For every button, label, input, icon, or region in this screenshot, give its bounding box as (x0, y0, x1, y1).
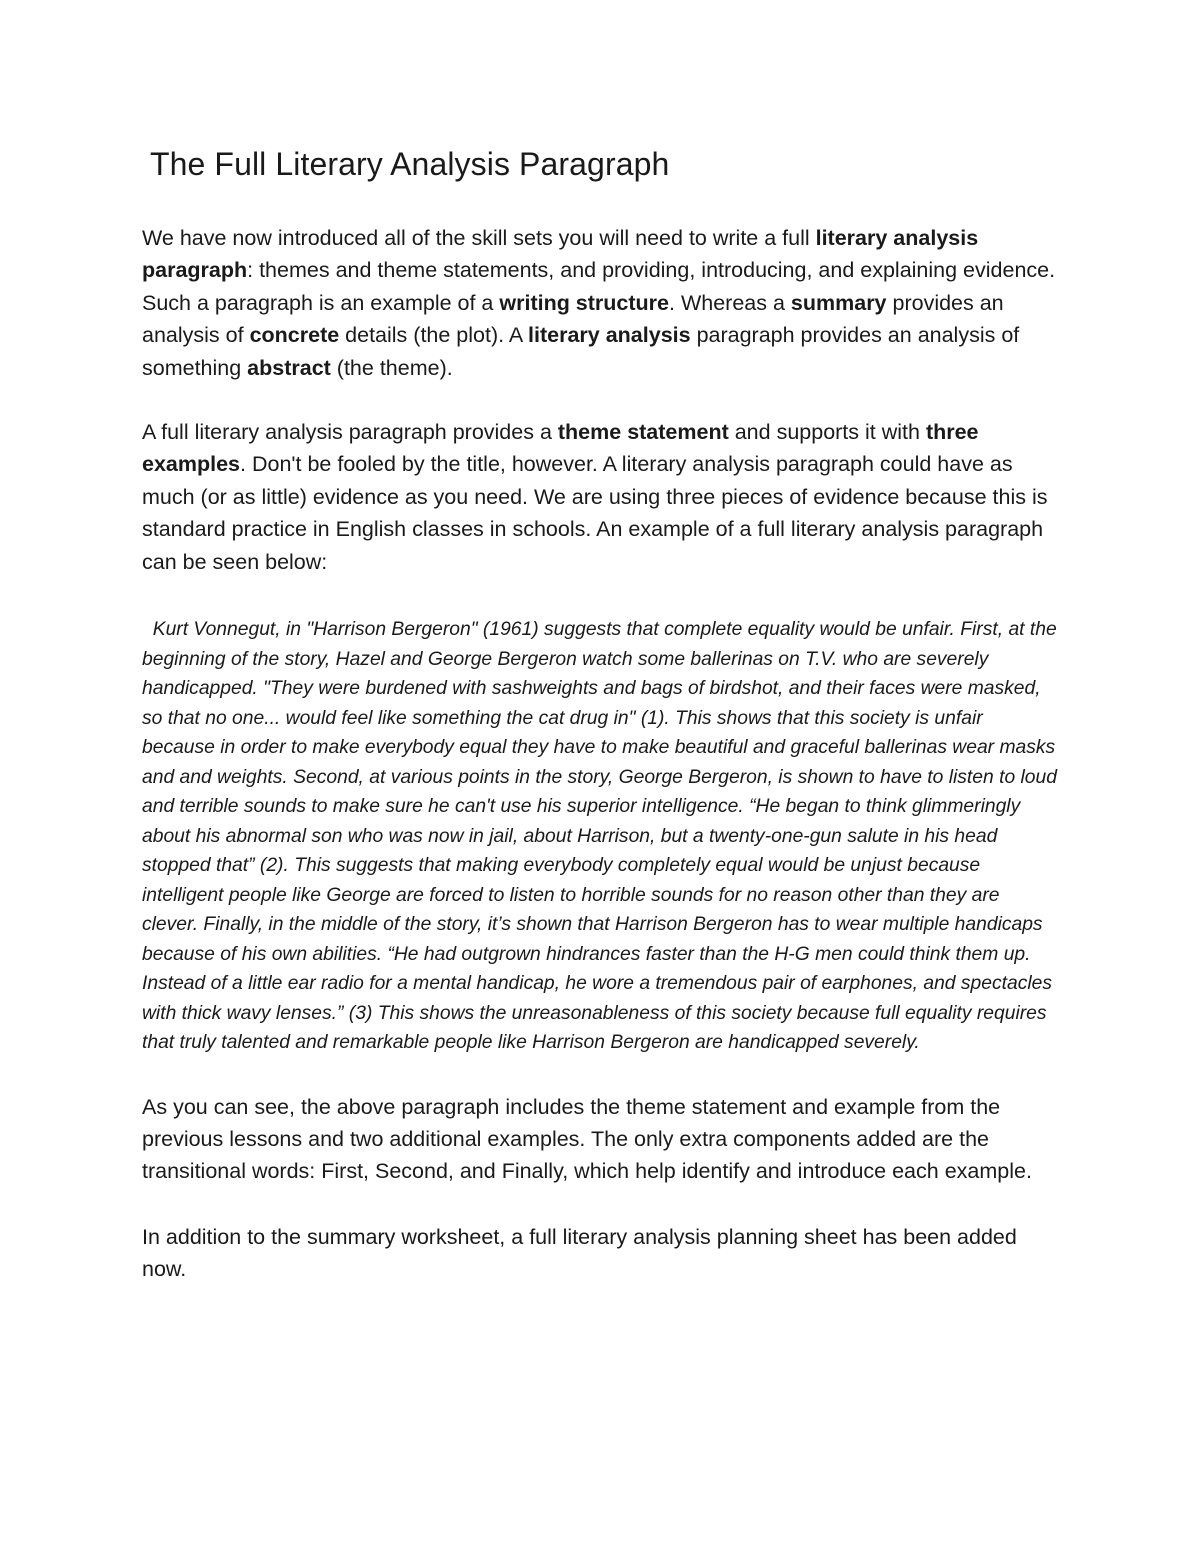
intro-paragraph: We have now introduced all of the skill sets you will need to write a full literary analysis paragraph: themes and theme statements, and providing, introducing, and explaining evidence. Such a paragraph is an example of a writing structure. Whereas a summary provides an analysis of concrete details (the plot). A literary analysis paragraph provides an analysis of something abstract (the theme). (142, 226, 1056, 380)
explanation-paragraph: As you can see, the above paragraph includes the theme statement and example from the previous lessons and two additional examples. The only extra components added are the transitional words: First, Second, and Finally, which help identify and introduce each example. (142, 1094, 1032, 1184)
term-abstract: abstract (247, 355, 331, 380)
term-three-examples: three examples (142, 420, 979, 477)
term-theme-statement: theme statement (557, 420, 729, 445)
term-literary-analysis-paragraph: literary analysis paragraph (142, 226, 979, 283)
term-summary: summary (790, 290, 887, 315)
term-concrete: concrete (249, 323, 340, 348)
document-page (142, 142, 1060, 1286)
example-paragraph: Kurt Vonnegut, in "Harrison Bergeron" (1961) suggests that complete equality would be unfair. First, at the beginning of the story, Hazel and George Bergeron watch some ballerinas on T.V. who are severely handicapped. "They were burdened with sashweights and bags of birdshot, and their faces were masked, so that no one... would feel like something the cat drug in" (1). This shows that this society is unfair because in order to make everybody equal they have to make beautiful and graceful ballerinas wear masks and and weights. Second, at various points in the story, George Bergeron, is shown to have to listen to loud and terrible sounds to make sure he can't use his superior intelligence. “He began to think glimmeringly about his abnormal son who was now in jail, about Harrison, but a twenty-one-gun salute in his head stopped that” (2). This suggests that making everybody completely equal would be unjust because intelligent people like George are forced to listen to horrible sounds for no reason other than they are clever. Finally, in the middle of the story, it’s shown that Harrison Bergeron has to wear multiple handicaps because of his own abilities. “He had outgrown hindrances faster than the H-G men could think them up. Instead of a little ear radio for a mental handicap, he wore a tremendous pair of earphones, and spectacles with thick wavy lenses.” (3) This shows the unreasonableness of this society because full equality requires that truly talented and remarkable people like Harrison Bergeron are handicapped severely. (142, 619, 1057, 1054)
structure-paragraph: A full literary analysis paragraph provides a theme statement and supports it with three examples. Don't be fooled by the title, however. A literary analysis paragraph could have as much (or as little) evidence as you need. We are using three pieces of evidence because this is standard practice in English classes in schools. An example of a full literary analysis paragraph can be seen below: (142, 420, 1048, 574)
closing-paragraph: In addition to the summary worksheet, a full literary analysis planning sheet has been added now. (142, 1224, 1017, 1282)
term-literary-analysis: literary analysis (528, 323, 691, 348)
term-writing-structure: writing structure (499, 290, 670, 315)
page-title: The Full Literary Analysis Paragraph (150, 146, 670, 182)
